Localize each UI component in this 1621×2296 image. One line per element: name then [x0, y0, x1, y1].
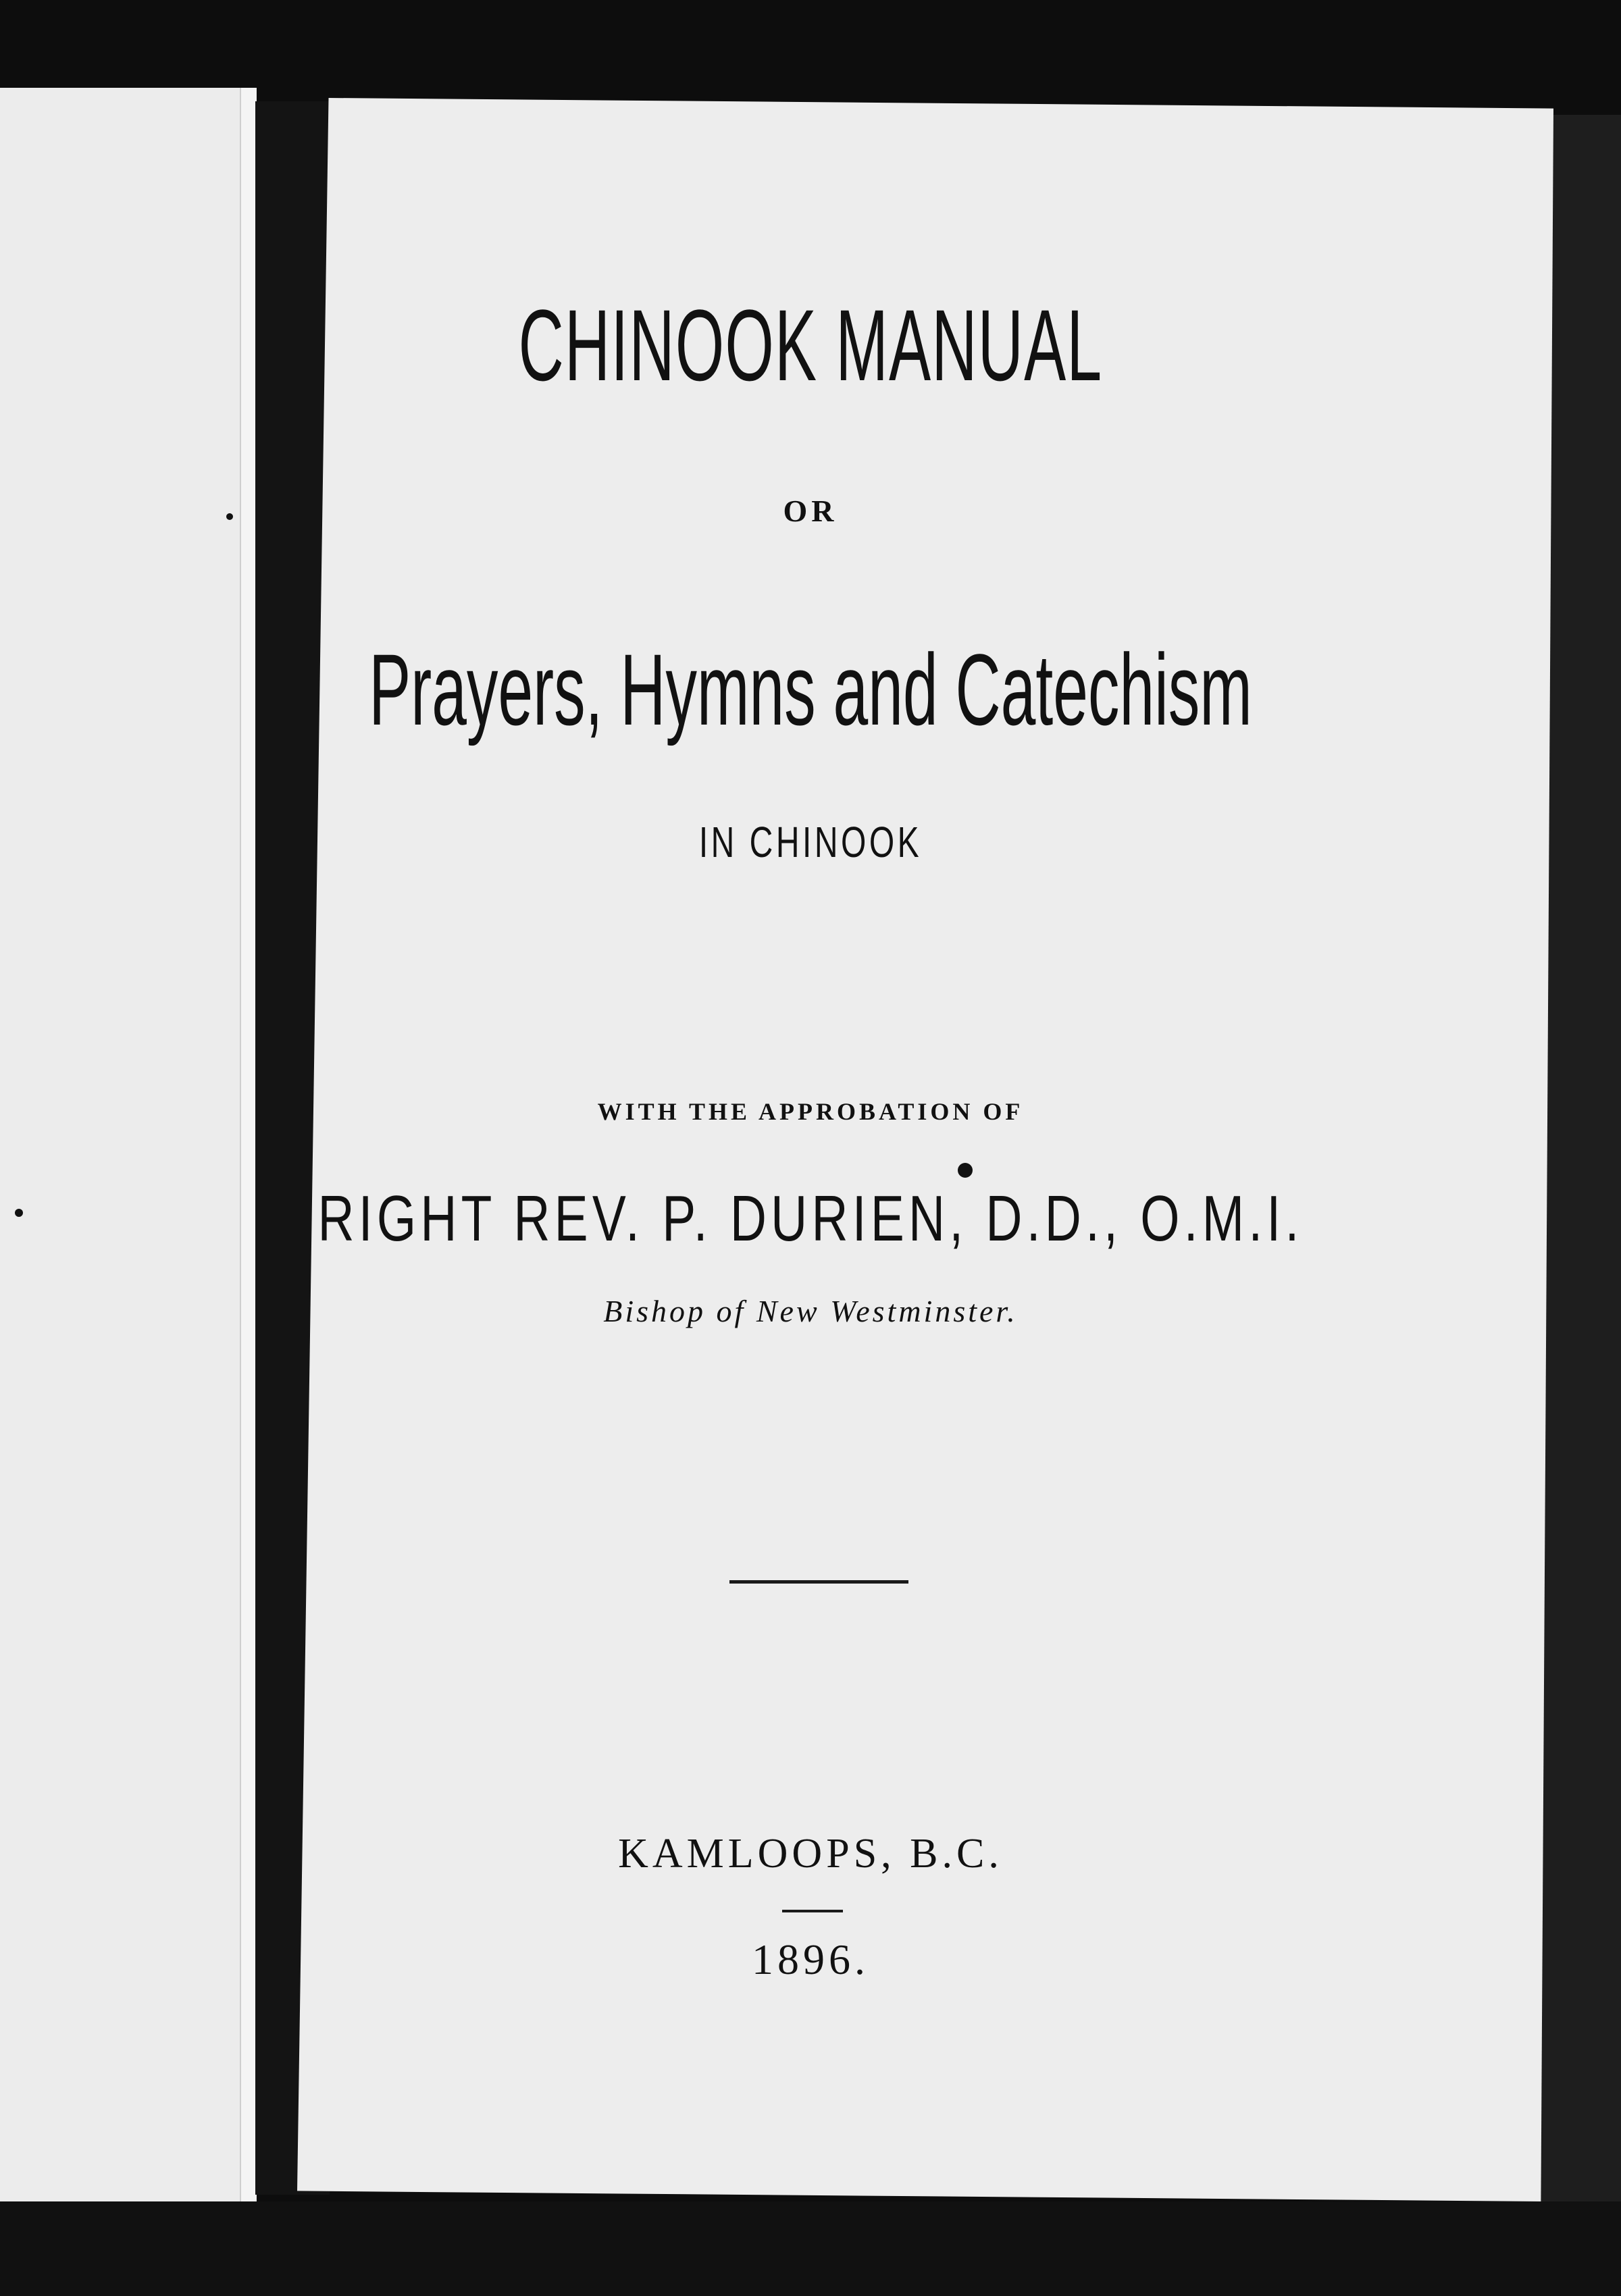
imprint-place: KAMLOOPS, B.C. [618, 1831, 1003, 1877]
scan-background [0, 2201, 1621, 2296]
conjunction: OR [783, 494, 838, 528]
bishop-see: Bishop of New Westminster. [603, 1294, 1018, 1328]
ink-speck [15, 1209, 23, 1217]
facing-blank-page [0, 88, 257, 2201]
main-title: CHINOOK MANUAL [518, 288, 1103, 402]
language-line: IN CHINOOK [698, 818, 923, 866]
approbation-line: WITH THE APPROBATION OF [597, 1098, 1024, 1125]
ink-speck [958, 1163, 973, 1178]
page-edge [240, 88, 256, 2201]
subtitle: Prayers, Hymns and Catechism [369, 633, 1252, 746]
divider-rule [729, 1580, 908, 1584]
bishop-name: RIGHT REV. P. DURIEN, D.D., O.M.I. [317, 1182, 1304, 1255]
imprint-year: 1896. [752, 1935, 869, 1983]
title-page [297, 98, 1553, 2201]
ink-speck [226, 513, 233, 520]
small-divider-rule [782, 1910, 843, 1912]
